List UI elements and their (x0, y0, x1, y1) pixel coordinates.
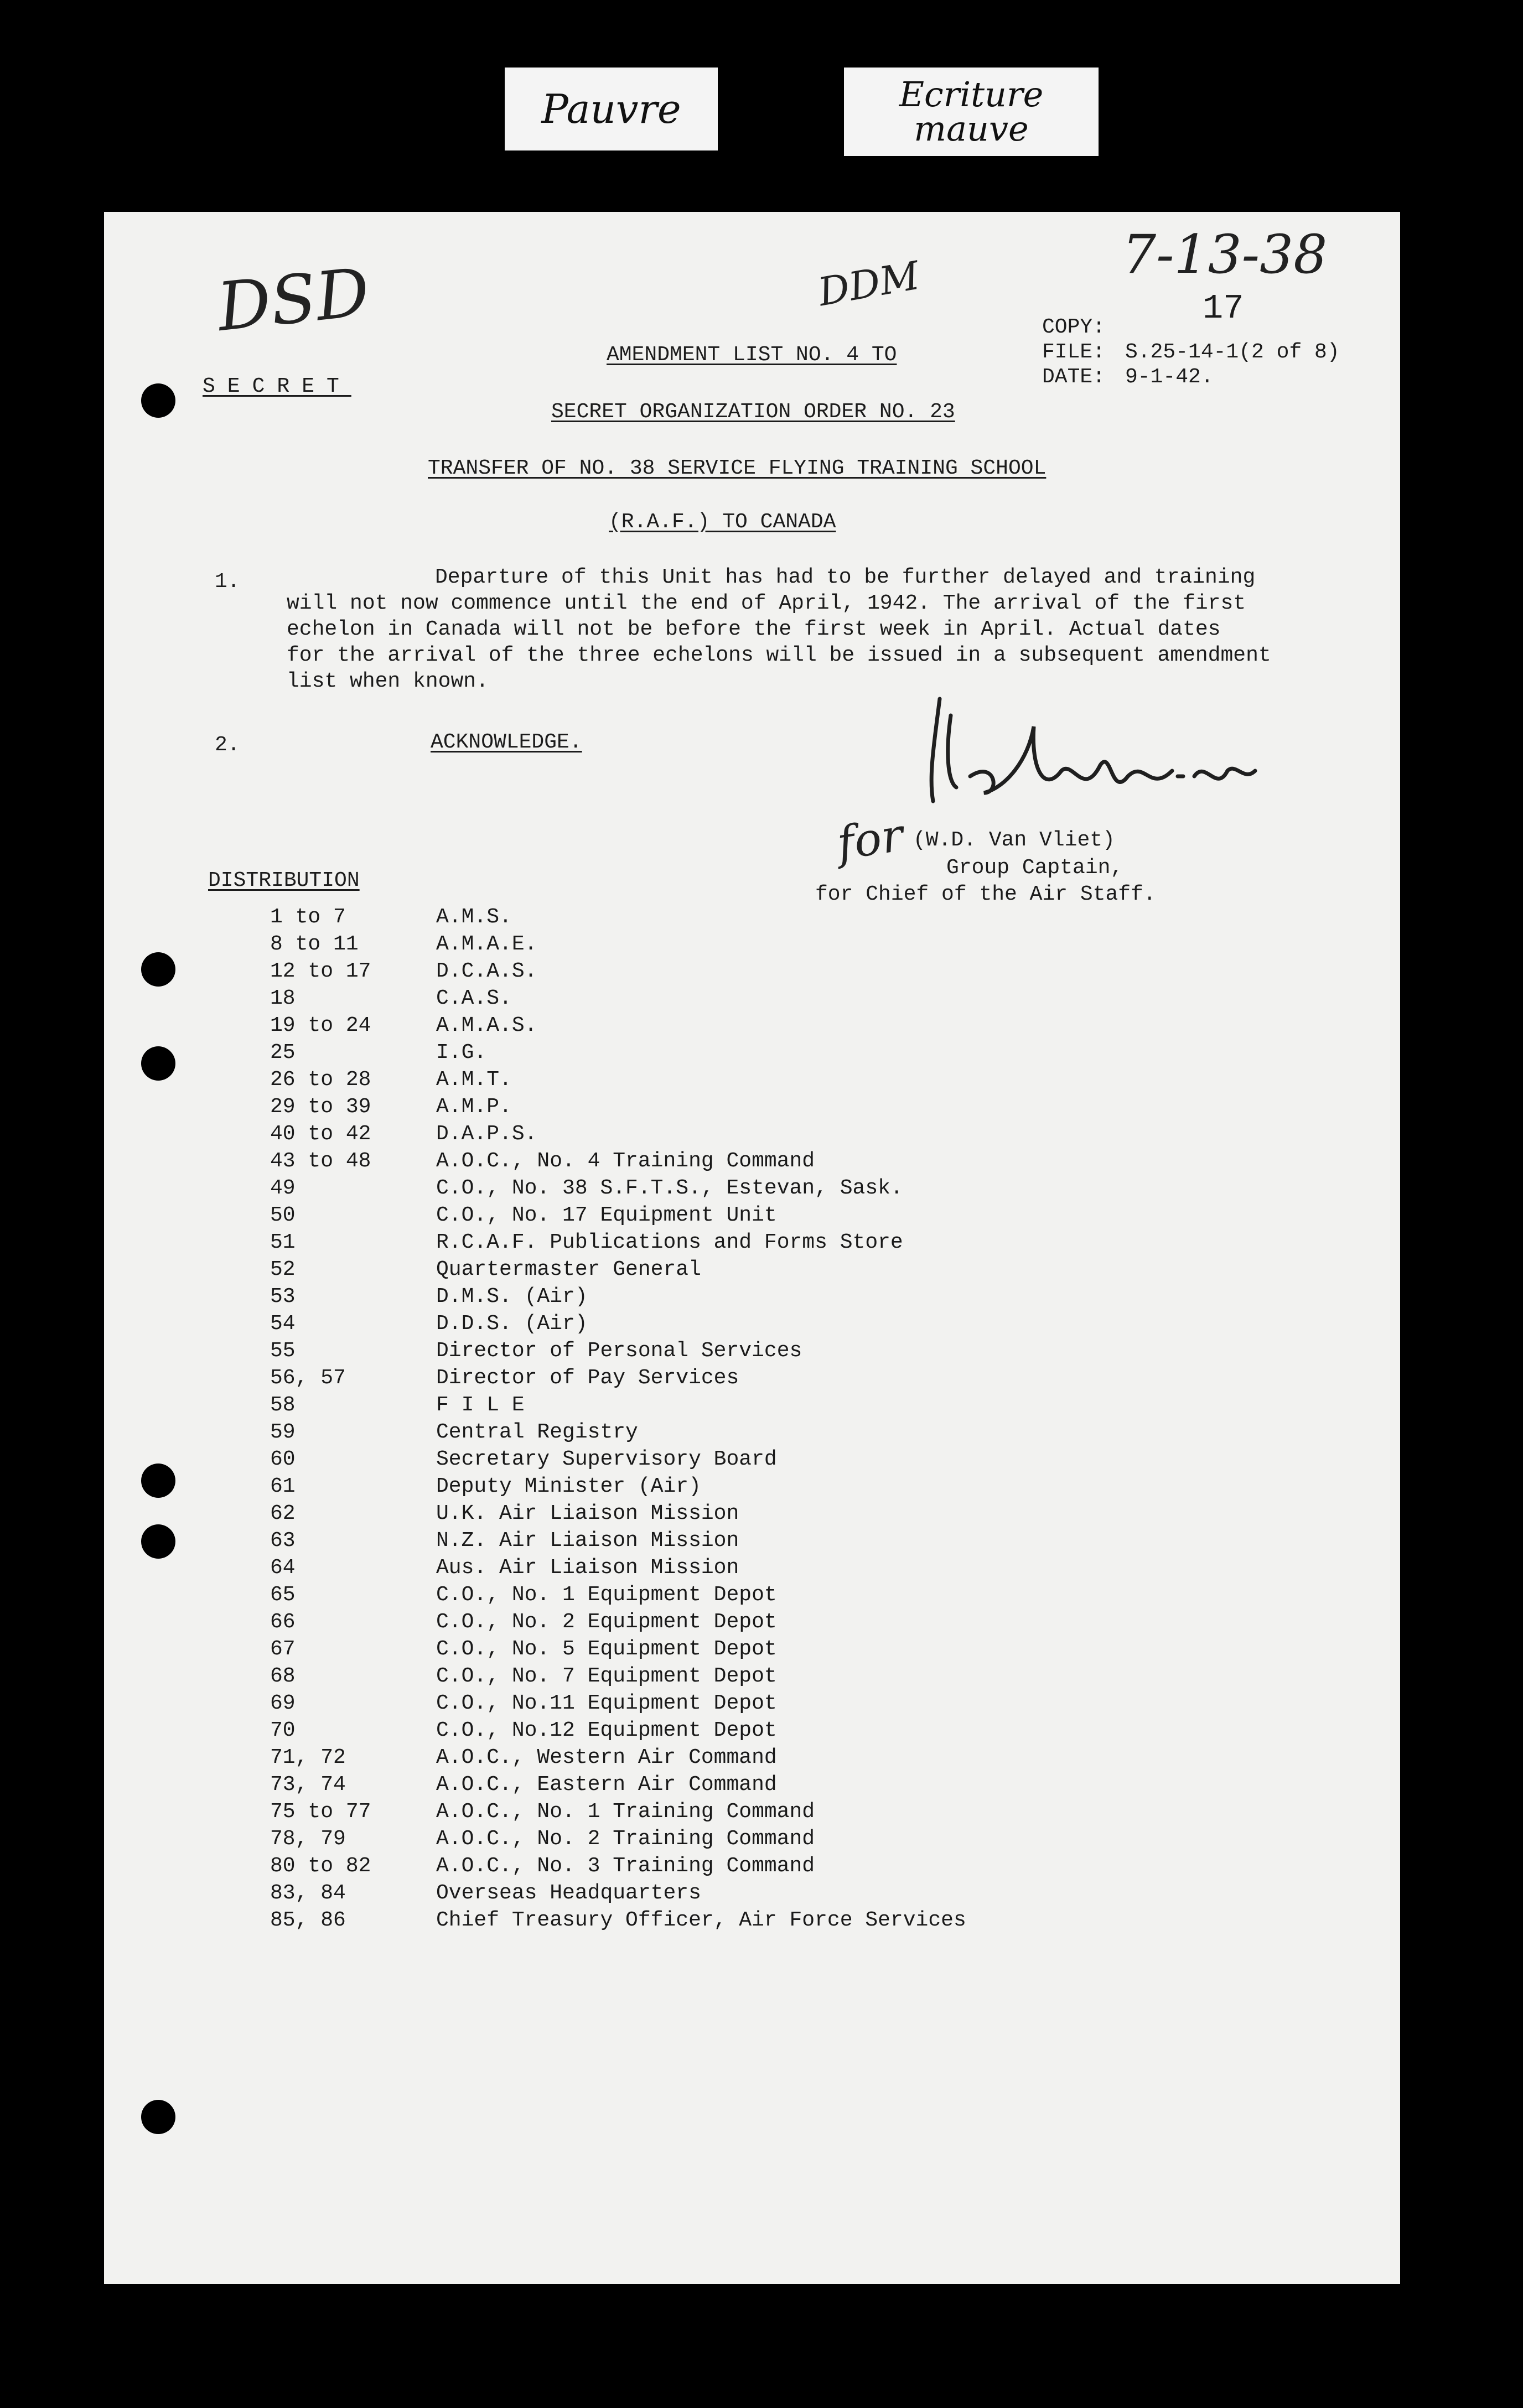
distribution-recipient: C.O., No.12 Equipment Depot (436, 1719, 777, 1742)
distribution-recipient: Secretary Supervisory Board (436, 1447, 777, 1471)
distribution-row (270, 1446, 1211, 1473)
distribution-row (270, 1012, 1211, 1039)
distribution-recipient: A.O.C., No. 4 Training Command (436, 1149, 815, 1173)
distribution-recipient: Director of Pay Services (436, 1366, 739, 1390)
distribution-copy-numbers: 60 (270, 1447, 296, 1471)
classification-marking: SECRET (203, 375, 351, 398)
document-page (104, 212, 1400, 2284)
distribution-copy-numbers: 70 (270, 1719, 296, 1742)
distribution-recipient: A.M.S. (436, 905, 512, 929)
distribution-recipient: Overseas Headquarters (436, 1881, 701, 1905)
distribution-heading: DISTRIBUTION (208, 869, 360, 892)
title-amendment-list: AMENDMENT LIST NO. 4 TO (607, 343, 897, 367)
copy-label: COPY: (1042, 315, 1106, 339)
handwritten-scribble: DDM (815, 252, 923, 315)
distribution-row (270, 1608, 1211, 1636)
distribution-row (270, 1039, 1211, 1066)
punch-hole (141, 1524, 175, 1559)
distribution-recipient: C.A.S. (436, 987, 512, 1010)
distribution-copy-numbers: 56, 57 (270, 1366, 346, 1390)
distribution-row (270, 958, 1211, 985)
distribution-copy-numbers: 63 (270, 1529, 296, 1553)
distribution-row (270, 1581, 1211, 1608)
tag-text-ecriture: Ecriture (899, 74, 1044, 115)
distribution-copy-numbers: 29 to 39 (270, 1095, 371, 1119)
distribution-recipient: Aus. Air Liaison Mission (436, 1556, 739, 1580)
distribution-copy-numbers: 19 to 24 (270, 1014, 371, 1037)
distribution-copy-numbers: 65 (270, 1583, 296, 1607)
distribution-copy-numbers: 50 (270, 1203, 296, 1227)
distribution-copy-numbers: 61 (270, 1475, 296, 1498)
distribution-copy-numbers: 80 to 82 (270, 1854, 371, 1878)
paragraph-1-line: echelon in Canada will not be before the first week in April. Actual dates (287, 617, 1221, 641)
signatory-name: (W.D. Van Vliet) (913, 828, 1115, 852)
paragraph-2-number: 2. (215, 733, 240, 757)
acknowledge-instruction: ACKNOWLEDGE. (431, 730, 582, 754)
label-tag-pauvre (505, 68, 718, 150)
distribution-row (270, 1771, 1211, 1798)
distribution-row (270, 1636, 1211, 1663)
distribution-copy-numbers: 55 (270, 1339, 296, 1363)
distribution-copy-numbers: 67 (270, 1637, 296, 1661)
punch-hole (141, 1046, 175, 1081)
distribution-row (270, 1337, 1211, 1364)
distribution-row (270, 1256, 1211, 1283)
paragraph-1-number: 1. (215, 570, 240, 594)
distribution-row (270, 1364, 1211, 1392)
distribution-recipient: C.O., No. 38 S.F.T.S., Estevan, Sask. (436, 1176, 903, 1200)
distribution-copy-numbers: 85, 86 (270, 1908, 346, 1932)
distribution-copy-numbers: 69 (270, 1691, 296, 1715)
distribution-row (270, 1392, 1211, 1419)
distribution-row (270, 1310, 1211, 1337)
distribution-copy-numbers: 43 to 48 (270, 1149, 371, 1173)
distribution-row (270, 1744, 1211, 1771)
distribution-row (270, 1717, 1211, 1744)
distribution-row (270, 1798, 1211, 1825)
distribution-copy-numbers: 64 (270, 1556, 296, 1580)
distribution-copy-numbers: 12 to 17 (270, 959, 371, 983)
title-transfer: TRANSFER OF NO. 38 SERVICE FLYING TRAINING SCHOOL (428, 456, 1047, 480)
distribution-recipient: C.O., No. 2 Equipment Depot (436, 1610, 777, 1634)
distribution-copy-numbers: 53 (270, 1285, 296, 1309)
distribution-row (270, 1419, 1211, 1446)
title-raf-canada: (R.A.F.) TO CANADA (609, 510, 836, 534)
punch-hole (141, 2100, 175, 2134)
distribution-row (270, 1663, 1211, 1690)
distribution-row (270, 1500, 1211, 1527)
label-tag-ecriture-mauve (844, 68, 1099, 156)
distribution-recipient: U.K. Air Liaison Mission (436, 1502, 739, 1525)
distribution-recipient: Quartermaster General (436, 1258, 701, 1281)
distribution-row (270, 1825, 1211, 1852)
distribution-row (270, 1907, 1211, 1934)
distribution-recipient: A.M.P. (436, 1095, 512, 1119)
distribution-row (270, 931, 1211, 958)
distribution-copy-numbers: 25 (270, 1041, 296, 1065)
distribution-recipient: N.Z. Air Liaison Mission (436, 1529, 739, 1553)
distribution-recipient: D.M.S. (Air) (436, 1285, 588, 1309)
distribution-copy-numbers: 59 (270, 1420, 296, 1444)
distribution-recipient: A.M.A.E. (436, 932, 537, 956)
distribution-row (270, 1554, 1211, 1581)
distribution-recipient: Central Registry (436, 1420, 638, 1444)
copy-number: 17 (1203, 289, 1244, 328)
paragraph-1-line: Departure of this Unit has had to be further delayed and training (435, 565, 1256, 589)
distribution-copy-numbers: 68 (270, 1664, 296, 1688)
distribution-recipient: C.O., No. 5 Equipment Depot (436, 1637, 777, 1661)
distribution-copy-numbers: 40 to 42 (270, 1122, 371, 1146)
distribution-row (270, 1473, 1211, 1500)
punch-hole (141, 952, 175, 987)
date-label: DATE: (1042, 365, 1106, 389)
tag-text-mauve: mauve (914, 108, 1029, 149)
distribution-recipient: D.C.A.S. (436, 959, 537, 983)
distribution-recipient: A.M.T. (436, 1068, 512, 1092)
distribution-row (270, 1229, 1211, 1256)
distribution-row (270, 1527, 1211, 1554)
distribution-recipient: D.D.S. (Air) (436, 1312, 588, 1336)
handwritten-initials: DSD (214, 254, 374, 346)
handwritten-reference: 7-13-38 (1122, 224, 1328, 286)
distribution-copy-numbers: 54 (270, 1312, 296, 1336)
distribution-row (270, 1880, 1211, 1907)
distribution-recipient: A.O.C., No. 1 Training Command (436, 1800, 815, 1824)
distribution-recipient: C.O., No. 1 Equipment Depot (436, 1583, 777, 1607)
distribution-recipient: D.A.P.S. (436, 1122, 537, 1146)
punch-hole (141, 1464, 175, 1498)
title-organization-order: SECRET ORGANIZATION ORDER NO. 23 (551, 400, 955, 424)
paragraph-1-line: will not now commence until the end of April, 1942. The arrival of the first (287, 591, 1246, 615)
distribution-copy-numbers: 73, 74 (270, 1773, 346, 1797)
distribution-copy-numbers: 49 (270, 1176, 296, 1200)
distribution-copy-numbers: 66 (270, 1610, 296, 1634)
distribution-row (270, 1093, 1211, 1120)
distribution-copy-numbers: 58 (270, 1393, 296, 1417)
distribution-row (270, 1852, 1211, 1880)
distribution-recipient: C.O., No.11 Equipment Depot (436, 1691, 777, 1715)
distribution-copy-numbers: 78, 79 (270, 1827, 346, 1851)
distribution-recipient: A.O.C., Eastern Air Command (436, 1773, 777, 1797)
file-value: S.25-14-1(2 of 8) (1125, 340, 1340, 364)
distribution-recipient: A.O.C., No. 2 Training Command (436, 1827, 815, 1851)
distribution-row (270, 1120, 1211, 1148)
paragraph-1-line: list when known. (287, 670, 489, 693)
distribution-recipient: C.O., No. 7 Equipment Depot (436, 1664, 777, 1688)
distribution-copy-numbers: 1 to 7 (270, 905, 346, 929)
signatory-role: for Chief of the Air Staff. (815, 883, 1156, 906)
distribution-recipient: A.O.C., Western Air Command (436, 1746, 777, 1769)
distribution-row (270, 1175, 1211, 1202)
signature-scrawl (918, 693, 1261, 809)
distribution-copy-numbers: 8 to 11 (270, 932, 359, 956)
distribution-recipient: Director of Personal Services (436, 1339, 802, 1363)
date-value: 9-1-42. (1125, 365, 1214, 389)
distribution-recipient: Deputy Minister (Air) (436, 1475, 701, 1498)
paragraph-1-line: for the arrival of the three echelons will be issued in a subsequent amendment (287, 643, 1271, 667)
distribution-row (270, 1690, 1211, 1717)
file-label: FILE: (1042, 340, 1106, 364)
distribution-copy-numbers: 18 (270, 987, 296, 1010)
distribution-copy-numbers: 51 (270, 1231, 296, 1254)
distribution-copy-numbers: 75 to 77 (270, 1800, 371, 1824)
distribution-row (270, 1066, 1211, 1093)
distribution-recipient: Chief Treasury Officer, Air Force Services (436, 1908, 966, 1932)
tag-text-pauvre: Pauvre (541, 86, 681, 132)
signatory-rank: Group Captain, (946, 856, 1123, 880)
distribution-row (270, 904, 1211, 931)
distribution-row (270, 1202, 1211, 1229)
distribution-copy-numbers: 26 to 28 (270, 1068, 371, 1092)
distribution-row (270, 1283, 1211, 1310)
distribution-recipient: R.C.A.F. Publications and Forms Store (436, 1231, 903, 1254)
handwritten-signature-prefix: for (833, 809, 906, 870)
punch-hole (141, 383, 175, 418)
distribution-recipient: F I L E (436, 1393, 525, 1417)
distribution-row (270, 985, 1211, 1012)
distribution-copy-numbers: 52 (270, 1258, 296, 1281)
distribution-recipient: I.G. (436, 1041, 487, 1065)
distribution-recipient: A.O.C., No. 3 Training Command (436, 1854, 815, 1878)
distribution-recipient: A.M.A.S. (436, 1014, 537, 1037)
distribution-copy-numbers: 62 (270, 1502, 296, 1525)
distribution-copy-numbers: 83, 84 (270, 1881, 346, 1905)
distribution-recipient: C.O., No. 17 Equipment Unit (436, 1203, 777, 1227)
distribution-copy-numbers: 71, 72 (270, 1746, 346, 1769)
distribution-row (270, 1148, 1211, 1175)
